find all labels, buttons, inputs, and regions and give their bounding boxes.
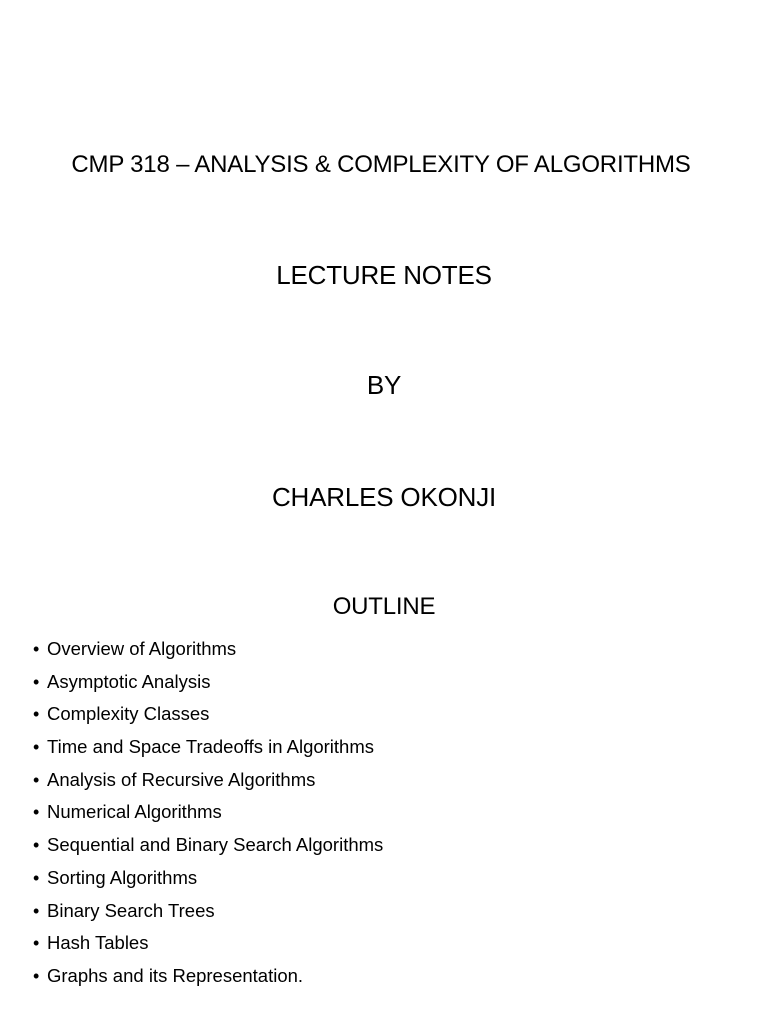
outline-item-label: Time and Space Tradeoffs in Algorithms	[47, 736, 375, 758]
outline-item	[33, 698, 383, 731]
bullet: •	[33, 933, 40, 954]
bullet: •	[33, 737, 40, 758]
bullet: •	[33, 867, 40, 888]
bullet: •	[33, 704, 40, 725]
outline-item	[33, 796, 383, 829]
outline-item-label: Binary Search Trees	[47, 899, 215, 921]
outline-item-label: Graphs and its Representation.	[47, 964, 304, 986]
course-title: CMP 318 – ANALYSIS & COMPLEXITY OF ALGORITHMS	[71, 151, 691, 178]
outline-item-label: Hash Tables	[47, 932, 149, 954]
bullet: •	[33, 671, 40, 692]
outline-item	[33, 862, 383, 895]
outline-item-label: Sorting Algorithms	[47, 866, 198, 888]
outline-item	[33, 633, 383, 666]
outline-item-label: Asymptotic Analysis	[47, 670, 211, 692]
document-subtitle: LECTURE NOTES	[276, 260, 492, 290]
outline-item	[33, 731, 383, 764]
outline-item	[33, 666, 383, 699]
outline-item	[33, 960, 383, 993]
outline-heading: OUTLINE	[332, 593, 436, 620]
outline-item	[33, 927, 383, 960]
outline-item-label: Sequential and Binary Search Algorithms	[47, 834, 384, 856]
outline-item	[33, 764, 383, 797]
author-name: CHARLES OKONJI	[271, 482, 497, 512]
outline-item-label: Analysis of Recursive Algorithms	[47, 768, 316, 790]
by-line: BY	[366, 370, 402, 400]
bullet: •	[33, 802, 40, 823]
bullet: •	[33, 900, 40, 921]
outline-item-label: Complexity Classes	[47, 703, 210, 725]
bullet: •	[33, 769, 40, 790]
bullet: •	[33, 965, 40, 986]
outline-item-label: Numerical Algorithms	[47, 801, 222, 823]
bullet: •	[33, 639, 40, 659]
outline-item-label: Overview of Algorithms	[47, 638, 237, 659]
outline-item	[33, 829, 383, 862]
outline-list	[33, 633, 383, 993]
outline-item	[33, 895, 383, 928]
bullet: •	[33, 835, 40, 856]
